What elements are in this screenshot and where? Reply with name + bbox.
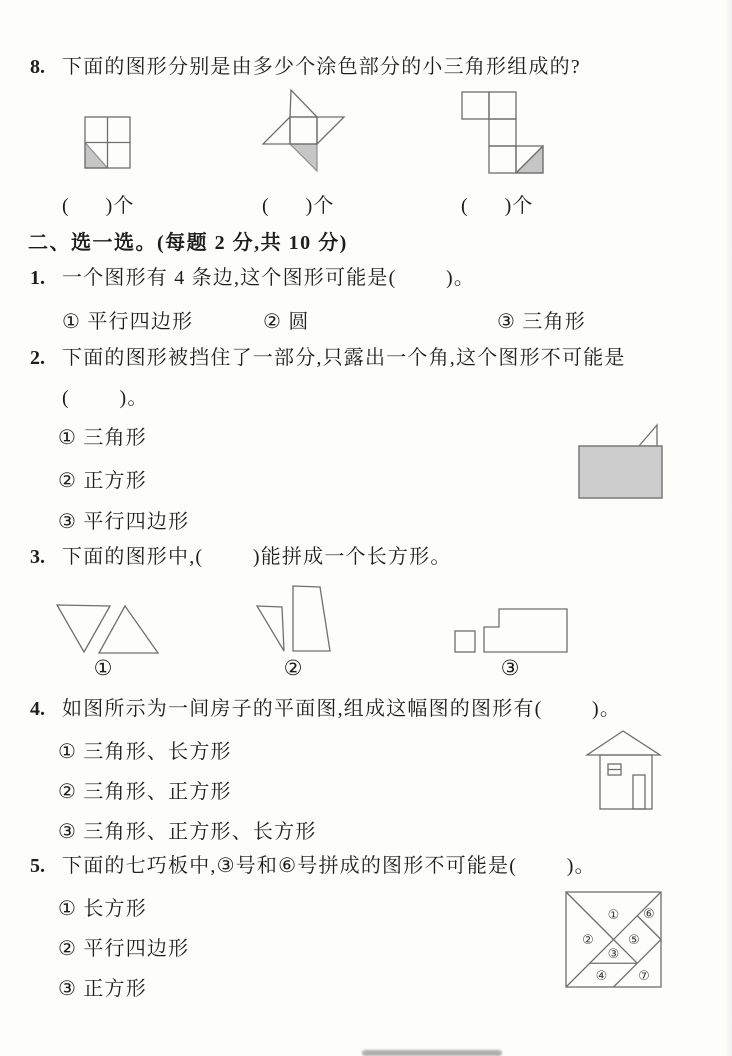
question-1-text: 一个图形有 4 条边,这个图形可能是( )。 [62, 267, 476, 289]
q2-option-3: ③ 平行四边形 [58, 511, 190, 533]
peeking-corner-triangle [639, 425, 657, 446]
question-4-number: 4. [30, 698, 45, 720]
house-roof-triangle [587, 731, 660, 755]
q1-option-2: ② 圆 [263, 311, 310, 333]
q8-figure-pinwheel [262, 88, 346, 174]
q8-figure-zigzag-squares [461, 91, 545, 175]
question-4-line [30, 696, 621, 722]
shaded-triangle [290, 144, 317, 171]
answer-blank-2: ( )个 [262, 195, 335, 217]
question-8-line [30, 54, 581, 80]
tangram-label-5: ⑤ [628, 933, 640, 948]
scan-edge-shadow [725, 0, 732, 1056]
question-2-line1 [30, 345, 626, 371]
q3-figure-2-triangle-trapezoid [254, 584, 332, 654]
house-door [633, 775, 645, 809]
q2-option-2: ② 正方形 [58, 470, 147, 492]
q4-figure-house [584, 729, 664, 813]
q4-option-3: ③ 三角形、正方形、长方形 [58, 821, 317, 843]
gray-cover-rectangle [579, 446, 662, 498]
question-2-text: 下面的图形被挡住了一部分,只露出一个角,这个图形不可能是 [62, 347, 626, 369]
q3-figure-label-2: ② [283, 656, 303, 680]
question-1-line [30, 265, 475, 291]
house-body-square [600, 755, 652, 809]
tangram-label-3: ③ [607, 947, 620, 962]
q5-option-2: ② 平行四边形 [58, 938, 190, 960]
question-1-number: 1. [30, 267, 45, 289]
question-3-line [30, 544, 452, 570]
tangram-label-4: ④ [595, 969, 608, 984]
tangram-label-1: ① [607, 908, 620, 923]
q2-figure-covered-shape [577, 422, 665, 500]
q1-option-3: ③ 三角形 [497, 311, 586, 333]
question-5-text: 下面的七巧板中,③号和⑥号拼成的图形不可能是( )。 [62, 855, 596, 877]
answer-blank-1: ( )个 [62, 195, 135, 217]
tangram-label-2: ② [582, 933, 594, 948]
question-2-number: 2. [30, 347, 45, 369]
question-8-text: 下面的图形分别是由多少个涂色部分的小三角形组成的? [62, 56, 581, 78]
q1-option-1: ① 平行四边形 [62, 311, 194, 333]
q8-figure-grid-square [84, 116, 132, 170]
scan-bottom-smudge [362, 1050, 502, 1056]
q5-figure-tangram [565, 891, 663, 989]
shaded-triangle [85, 143, 108, 169]
q3-figure-label-1: ① [93, 656, 113, 680]
question-2-line2: ( )。 [62, 387, 149, 409]
q2-option-1: ① 三角形 [58, 427, 147, 449]
q4-option-1: ① 三角形、长方形 [58, 741, 232, 763]
q5-option-3: ③ 正方形 [58, 978, 147, 1000]
question-4-text: 如图所示为一间房子的平面图,组成这幅图的图形有( )。 [62, 698, 622, 720]
q4-option-2: ② 三角形、正方形 [58, 781, 232, 803]
tangram-label-7: ⑦ [638, 969, 650, 984]
q3-figure-label-3: ③ [500, 656, 520, 680]
question-8-number: 8. [30, 56, 45, 78]
question-3-number: 3. [30, 546, 45, 568]
question-3-text: 下面的图形中,( )能拼成一个长方形。 [62, 546, 452, 568]
answer-blank-3: ( )个 [461, 195, 534, 217]
q3-figure-3-square-step [453, 607, 571, 655]
q3-figure-1-triangles [56, 603, 160, 655]
tangram-label-6: ⑥ [643, 907, 655, 922]
question-5-line [30, 853, 596, 879]
section-2-header: 二、选一选。(每题 2 分,共 10 分) [28, 232, 348, 254]
q5-option-1: ① 长方形 [58, 898, 147, 920]
question-5-number: 5. [30, 855, 45, 877]
